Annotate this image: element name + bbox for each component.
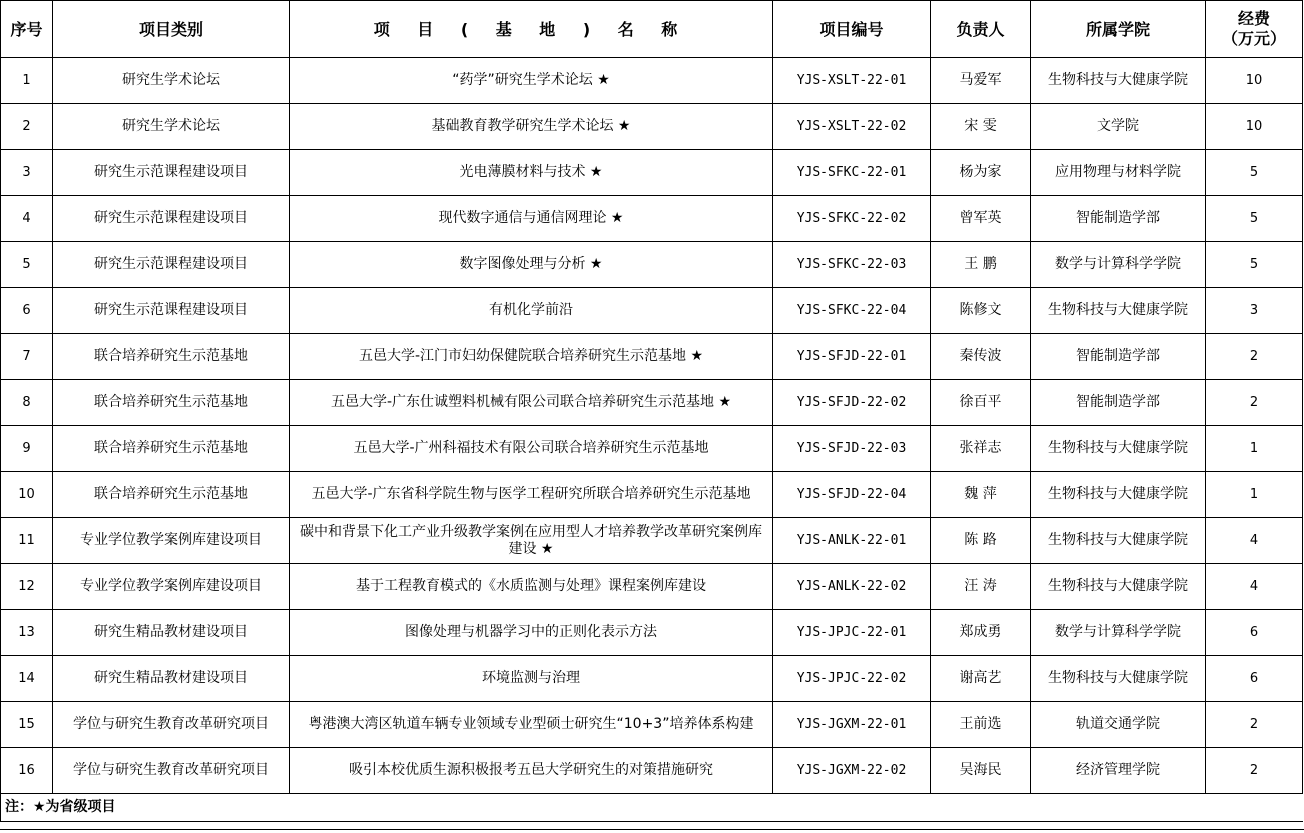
cell-no: 6	[1, 288, 53, 334]
cell-no: 9	[1, 426, 53, 472]
cell-lead: 张祥志	[931, 426, 1031, 472]
cell-category: 专业学位教学案例库建设项目	[53, 518, 290, 564]
cell-category: 联合培养研究生示范基地	[53, 472, 290, 518]
cell-no: 12	[1, 564, 53, 610]
table-row	[1, 334, 1303, 380]
cell-name: 光电薄膜材料与技术 ★	[290, 150, 773, 196]
cell-fund: 1	[1206, 472, 1303, 518]
cell-name: 基于工程教育模式的《水质监测与处理》课程案例库建设	[290, 564, 773, 610]
table-row	[1, 610, 1303, 656]
cell-name: 五邑大学-广东省科学院生物与医学工程研究所联合培养研究生示范基地	[290, 472, 773, 518]
cell-category: 联合培养研究生示范基地	[53, 426, 290, 472]
header-category: 项目类别	[53, 1, 290, 58]
cell-college: 数学与计算科学学院	[1031, 610, 1206, 656]
cell-fund: 6	[1206, 610, 1303, 656]
table-row	[1, 472, 1303, 518]
cell-no: 15	[1, 702, 53, 748]
cell-no: 14	[1, 656, 53, 702]
cell-name: 吸引本校优质生源积极报考五邑大学研究生的对策措施研究	[290, 748, 773, 794]
table-row	[1, 104, 1303, 150]
cell-name: 有机化学前沿	[290, 288, 773, 334]
cell-no: 16	[1, 748, 53, 794]
cell-code: YJS-SFKC-22-03	[773, 242, 931, 288]
cell-fund: 2	[1206, 702, 1303, 748]
table-row	[1, 380, 1303, 426]
cell-fund: 3	[1206, 288, 1303, 334]
cell-code: YJS-SFKC-22-04	[773, 288, 931, 334]
cell-lead: 曾军英	[931, 196, 1031, 242]
cell-code: YJS-JGXM-22-02	[773, 748, 931, 794]
cell-name: 图像处理与机器学习中的正则化表示方法	[290, 610, 773, 656]
cell-college: 应用物理与材料学院	[1031, 150, 1206, 196]
cell-lead: 马爱军	[931, 58, 1031, 104]
cell-no: 8	[1, 380, 53, 426]
header-code: 项目编号	[773, 1, 931, 58]
cell-code: YJS-XSLT-22-01	[773, 58, 931, 104]
header-name: 项 目 ( 基 地 ) 名 称	[290, 1, 773, 58]
cell-category: 研究生学术论坛	[53, 104, 290, 150]
cell-lead: 魏 萍	[931, 472, 1031, 518]
cell-college: 生物科技与大健康学院	[1031, 564, 1206, 610]
cell-lead: 王 鹏	[931, 242, 1031, 288]
cell-no: 11	[1, 518, 53, 564]
cell-no: 5	[1, 242, 53, 288]
cell-no: 2	[1, 104, 53, 150]
cell-code: YJS-ANLK-22-01	[773, 518, 931, 564]
cell-code: YJS-ANLK-22-02	[773, 564, 931, 610]
cell-category: 研究生精品教材建设项目	[53, 656, 290, 702]
cell-lead: 王前选	[931, 702, 1031, 748]
cell-category: 联合培养研究生示范基地	[53, 380, 290, 426]
cell-name: 五邑大学-广东仕诚塑料机械有限公司联合培养研究生示范基地 ★	[290, 380, 773, 426]
cell-name: 五邑大学-广州科福技术有限公司联合培养研究生示范基地	[290, 426, 773, 472]
cell-name: 环境监测与治理	[290, 656, 773, 702]
note-text: 注：★为省级项目	[1, 794, 1303, 822]
cell-category: 学位与研究生教育改革研究项目	[53, 702, 290, 748]
cell-lead: 吴海民	[931, 748, 1031, 794]
table-row	[1, 426, 1303, 472]
cell-lead: 陈 路	[931, 518, 1031, 564]
cell-code: YJS-JGXM-22-01	[773, 702, 931, 748]
cell-category: 研究生示范课程建设项目	[53, 288, 290, 334]
cell-code: YJS-XSLT-22-02	[773, 104, 931, 150]
cell-college: 生物科技与大健康学院	[1031, 426, 1206, 472]
cell-college: 生物科技与大健康学院	[1031, 288, 1206, 334]
cell-category: 研究生示范课程建设项目	[53, 150, 290, 196]
note-row	[1, 794, 1303, 822]
cell-fund: 5	[1206, 150, 1303, 196]
cell-category: 研究生学术论坛	[53, 58, 290, 104]
cell-fund: 6	[1206, 656, 1303, 702]
cell-name: “药学”研究生学术论坛 ★	[290, 58, 773, 104]
table-body	[1, 58, 1303, 794]
table-row	[1, 748, 1303, 794]
cell-no: 13	[1, 610, 53, 656]
cell-lead: 陈修文	[931, 288, 1031, 334]
cell-fund: 2	[1206, 380, 1303, 426]
header-row	[1, 1, 1303, 58]
cell-code: YJS-SFJD-22-01	[773, 334, 931, 380]
header-lead: 负责人	[931, 1, 1031, 58]
cell-lead: 汪 涛	[931, 564, 1031, 610]
table-row	[1, 656, 1303, 702]
cell-college: 经济管理学院	[1031, 748, 1206, 794]
cell-fund: 1	[1206, 426, 1303, 472]
table-row	[1, 196, 1303, 242]
cell-name: 数字图像处理与分析 ★	[290, 242, 773, 288]
cell-code: YJS-JPJC-22-02	[773, 656, 931, 702]
cell-code: YJS-SFKC-22-02	[773, 196, 931, 242]
cell-category: 专业学位教学案例库建设项目	[53, 564, 290, 610]
table-row	[1, 150, 1303, 196]
cell-code: YJS-SFJD-22-04	[773, 472, 931, 518]
cell-category: 联合培养研究生示范基地	[53, 334, 290, 380]
header-no: 序号	[1, 1, 53, 58]
cell-category: 研究生示范课程建设项目	[53, 196, 290, 242]
cell-no: 3	[1, 150, 53, 196]
cell-fund: 10	[1206, 58, 1303, 104]
cell-college: 智能制造学部	[1031, 334, 1206, 380]
cell-no: 10	[1, 472, 53, 518]
cell-college: 生物科技与大健康学院	[1031, 518, 1206, 564]
table-row	[1, 702, 1303, 748]
cell-lead: 宋 雯	[931, 104, 1031, 150]
cell-code: YJS-SFJD-22-03	[773, 426, 931, 472]
cell-no: 7	[1, 334, 53, 380]
cell-college: 文学院	[1031, 104, 1206, 150]
cell-fund: 4	[1206, 564, 1303, 610]
cell-category: 学位与研究生教育改革研究项目	[53, 748, 290, 794]
cell-lead: 秦传波	[931, 334, 1031, 380]
cell-fund: 2	[1206, 748, 1303, 794]
table-row	[1, 288, 1303, 334]
cell-fund: 5	[1206, 242, 1303, 288]
cell-college: 生物科技与大健康学院	[1031, 472, 1206, 518]
cell-no: 1	[1, 58, 53, 104]
cell-college: 轨道交通学院	[1031, 702, 1206, 748]
cell-name: 碳中和背景下化工产业升级教学案例在应用型人才培养教学改革研究案例库建设 ★	[290, 518, 773, 564]
cell-college: 生物科技与大健康学院	[1031, 656, 1206, 702]
cell-college: 生物科技与大健康学院	[1031, 58, 1206, 104]
header-college: 所属学院	[1031, 1, 1206, 58]
cell-name: 现代数字通信与通信网理论 ★	[290, 196, 773, 242]
cell-code: YJS-JPJC-22-01	[773, 610, 931, 656]
cell-college: 数学与计算科学学院	[1031, 242, 1206, 288]
table-row	[1, 564, 1303, 610]
cell-fund: 5	[1206, 196, 1303, 242]
cell-fund: 10	[1206, 104, 1303, 150]
cell-code: YJS-SFJD-22-02	[773, 380, 931, 426]
cell-college: 智能制造学部	[1031, 196, 1206, 242]
header-fund: 经费 （万元）	[1206, 1, 1303, 58]
cell-lead: 杨为家	[931, 150, 1031, 196]
cell-fund: 4	[1206, 518, 1303, 564]
table-row	[1, 242, 1303, 288]
cell-category: 研究生精品教材建设项目	[53, 610, 290, 656]
cell-college: 智能制造学部	[1031, 380, 1206, 426]
cell-category: 研究生示范课程建设项目	[53, 242, 290, 288]
cell-name: 粤港澳大湾区轨道车辆专业领域专业型硕士研究生“10+3”培养体系构建	[290, 702, 773, 748]
table-row	[1, 58, 1303, 104]
cell-lead: 徐百平	[931, 380, 1031, 426]
bottom-rule	[0, 829, 1304, 830]
cell-name: 五邑大学-江门市妇幼保健院联合培养研究生示范基地 ★	[290, 334, 773, 380]
cell-name: 基础教育教学研究生学术论坛 ★	[290, 104, 773, 150]
cell-no: 4	[1, 196, 53, 242]
cell-lead: 郑成勇	[931, 610, 1031, 656]
cell-lead: 谢高艺	[931, 656, 1031, 702]
cell-fund: 2	[1206, 334, 1303, 380]
table-row	[1, 518, 1303, 564]
cell-code: YJS-SFKC-22-01	[773, 150, 931, 196]
